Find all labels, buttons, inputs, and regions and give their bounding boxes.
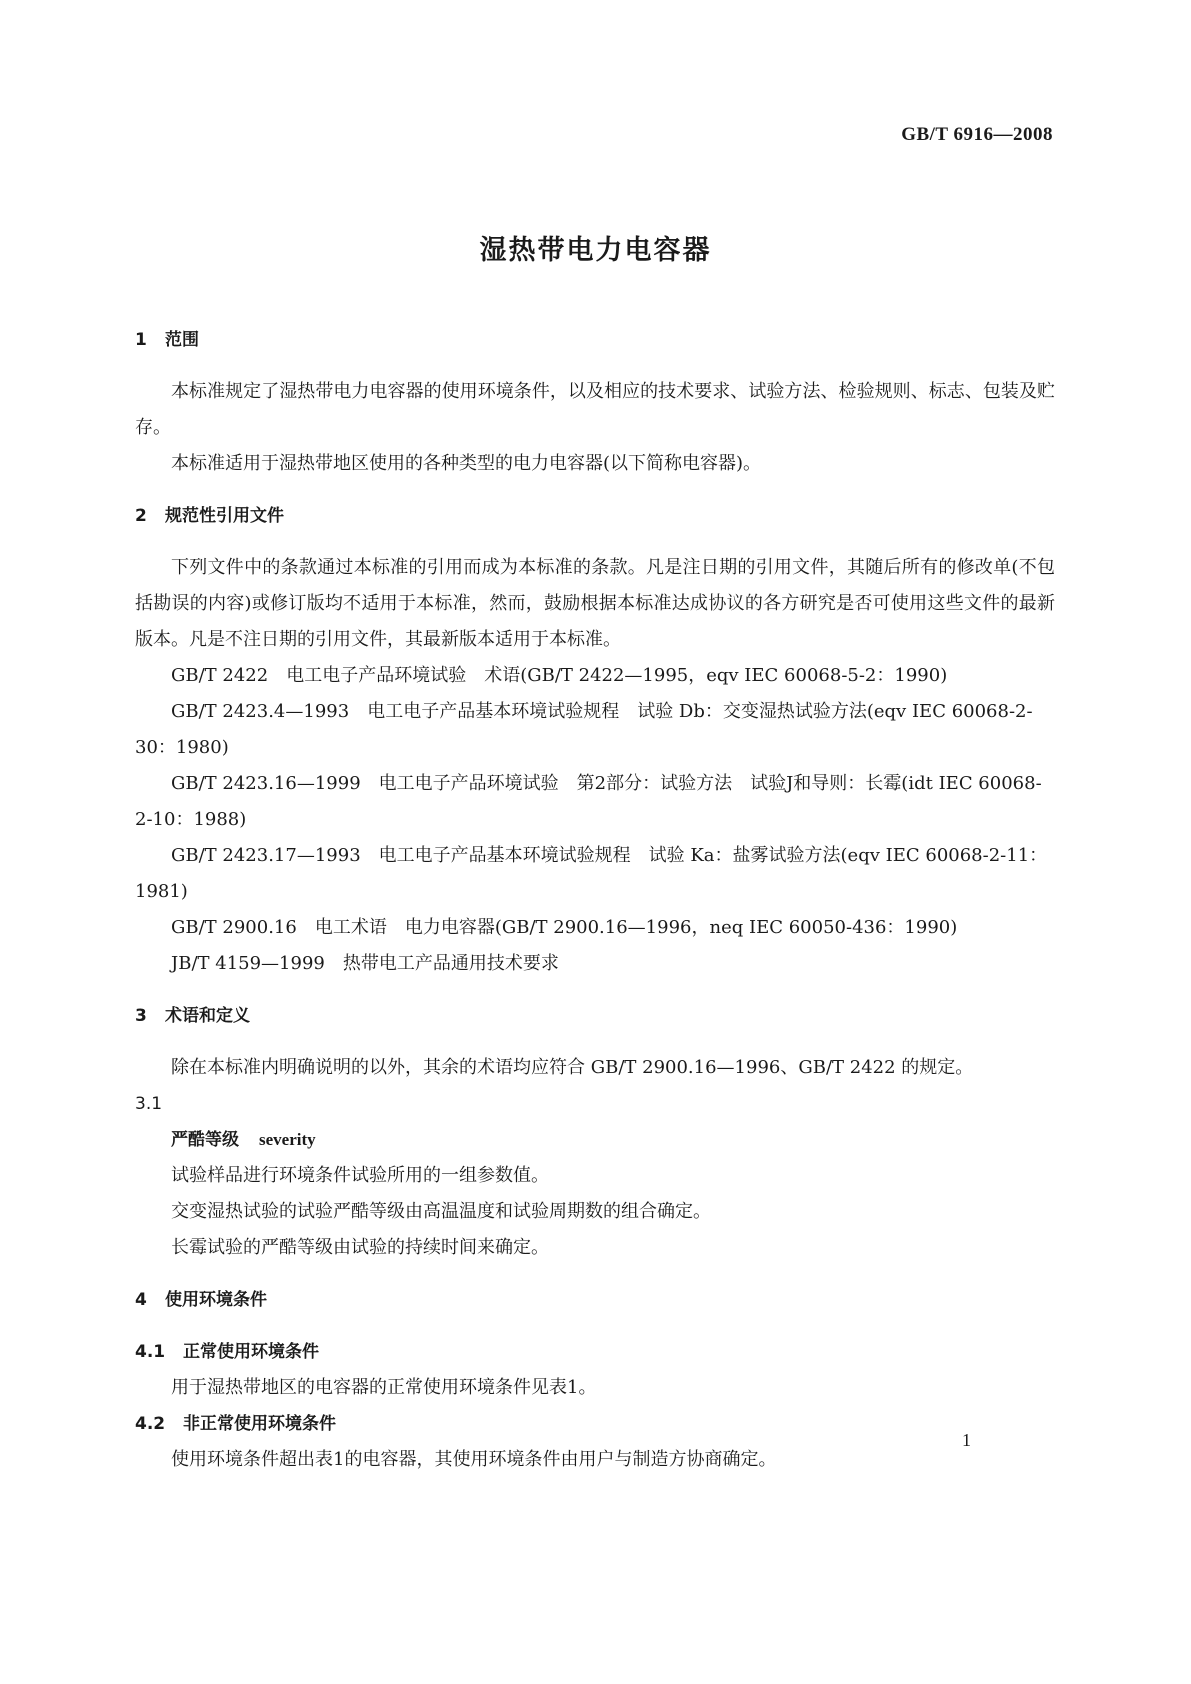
section-number: 2 bbox=[135, 506, 147, 526]
section-4-heading bbox=[135, 1282, 1055, 1318]
term-definition: 试验样品进行环境条件试验所用的一组参数值。 bbox=[171, 1165, 549, 1186]
reference-item: GB/T 2423.4—1993 电工电子产品基本环境试验规程 试验 Db：交变湿热试验方法(eqv IEC 60068-2-30：1980) bbox=[135, 701, 1033, 758]
document-body bbox=[135, 322, 1055, 1478]
term-definition: 交变湿热试验的试验严酷等级由高温温度和试验周期数的组合确定。 bbox=[171, 1201, 711, 1222]
subsection-text: 用于湿热带地区的电容器的正常使用环境条件见表1。 bbox=[171, 1377, 597, 1398]
section-2-heading bbox=[135, 498, 1055, 534]
page-number: 1 bbox=[962, 1430, 971, 1450]
term-number: 3.1 bbox=[135, 1094, 163, 1114]
section-number: 4 bbox=[135, 1290, 147, 1310]
subsection-number: 4.2 bbox=[135, 1414, 166, 1434]
reference-item: GB/T 2423.17—1993 电工电子产品基本环境试验规程 试验 Ka：盐雾试验方法(eqv IEC 60068-2-11：1981) bbox=[135, 845, 1048, 902]
normative-references-intro: 下列文件中的条款通过本标准的引用而成为本标准的条款。凡是注日期的引用文件，其随后所有的修改单(不包括勘误的内容)或修订版均不适用于本标准，然而，鼓励根据本标准达成协议的各方研究是否可使用这些文件的最新版本。凡是不注日期的引用文件，其最新版本适用于本标准。 bbox=[135, 557, 1055, 650]
reference-item: GB/T 2423.16—1999 电工电子产品环境试验 第2部分：试验方法 试验J和导则：长霉(idt IEC 60068-2-10：1988) bbox=[135, 773, 1042, 830]
subsection-title: 非正常使用环境条件 bbox=[183, 1414, 336, 1434]
subsection-4-2-heading bbox=[135, 1406, 1055, 1442]
terms-intro: 除在本标准内明确说明的以外，其余的术语均应符合 GB/T 2900.16—1996、GB/T 2422 的规定。 bbox=[171, 1057, 974, 1078]
section-3-heading bbox=[135, 998, 1055, 1034]
term-definition: 长霉试验的严酷等级由试验的持续时间来确定。 bbox=[171, 1237, 549, 1258]
subsection-4-1-heading bbox=[135, 1334, 1055, 1370]
subsection-title: 正常使用环境条件 bbox=[183, 1342, 319, 1362]
standard-code: GB/T 6916—2008 bbox=[901, 124, 1053, 145]
document-title: 湿热带电力电容器 bbox=[479, 235, 712, 266]
subsection-text: 使用环境条件超出表1的电容器，其使用环境条件由用户与制造方协商确定。 bbox=[171, 1449, 777, 1470]
section-title: 使用环境条件 bbox=[165, 1290, 267, 1310]
scope-paragraph: 本标准适用于湿热带地区使用的各种类型的电力电容器(以下简称电容器)。 bbox=[171, 453, 762, 474]
reference-item: GB/T 2900.16 电工术语 电力电容器(GB/T 2900.16—1996，neq IEC 60050-436：1990) bbox=[171, 917, 958, 938]
scope-paragraph: 本标准规定了湿热带电力电容器的使用环境条件，以及相应的技术要求、试验方法、检验规则、标志、包装及贮存。 bbox=[135, 381, 1055, 438]
term-english: severity bbox=[259, 1130, 316, 1149]
section-number: 1 bbox=[135, 330, 147, 350]
reference-item: GB/T 2422 电工电子产品环境试验 术语(GB/T 2422—1995，eqv IEC 60068-5-2：1990) bbox=[171, 665, 948, 686]
reference-item: JB/T 4159—1999 热带电工产品通用技术要求 bbox=[171, 953, 559, 974]
term-entry bbox=[135, 1122, 1055, 1158]
section-title: 规范性引用文件 bbox=[165, 506, 284, 526]
section-title: 范围 bbox=[165, 330, 199, 350]
section-title: 术语和定义 bbox=[165, 1006, 250, 1026]
term-chinese: 严酷等级 bbox=[171, 1130, 239, 1150]
subsection-number: 4.1 bbox=[135, 1342, 166, 1362]
section-1-heading bbox=[135, 322, 1055, 358]
section-number: 3 bbox=[135, 1006, 147, 1026]
